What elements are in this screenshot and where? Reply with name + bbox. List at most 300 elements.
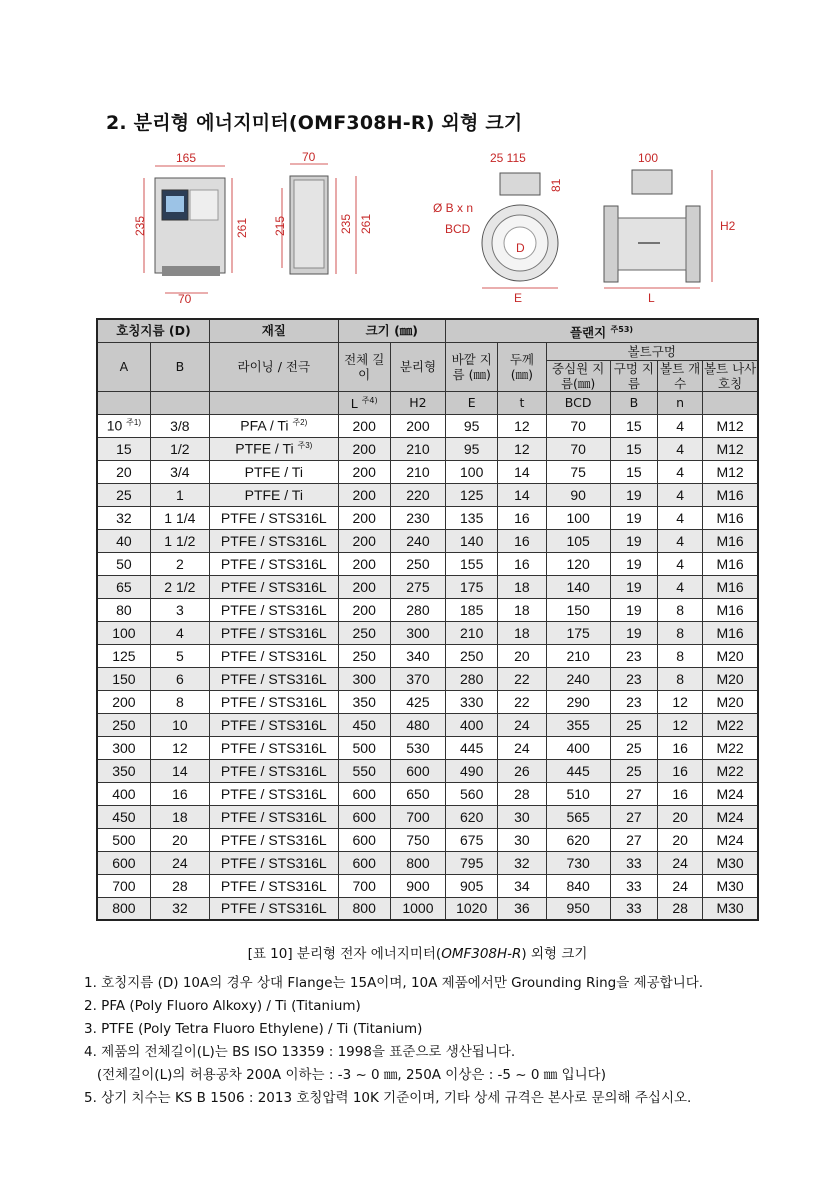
cell-e: 135 <box>446 506 498 529</box>
cell-t: 36 <box>498 897 546 920</box>
cell-t: 18 <box>498 575 546 598</box>
cell-a: 700 <box>97 874 150 897</box>
header-a: A <box>97 342 150 391</box>
cell-t: 20 <box>498 644 546 667</box>
cell-bcd: 75 <box>546 460 610 483</box>
dim-bcd: BCD <box>445 222 471 236</box>
cell-m: M24 <box>703 782 758 805</box>
cell-bd: 25 <box>610 736 657 759</box>
cell-n: 12 <box>658 690 703 713</box>
table-row <box>97 690 758 713</box>
cell-bcd: 105 <box>546 529 610 552</box>
dim-phi-bxn: Ø B x n <box>433 201 474 215</box>
table-row <box>97 897 758 920</box>
cell-e: 250 <box>446 644 498 667</box>
cell-bd: 19 <box>610 575 657 598</box>
cell-mat: PTFE / STS316L <box>210 621 339 644</box>
table-row <box>97 667 758 690</box>
cell-b: 24 <box>150 851 209 874</box>
cell-m: M20 <box>703 690 758 713</box>
cell-a: 150 <box>97 667 150 690</box>
table-row <box>97 437 758 460</box>
table-row <box>97 828 758 851</box>
cell-m: M30 <box>703 851 758 874</box>
cell-bd: 33 <box>610 874 657 897</box>
cell-l: 200 <box>338 506 390 529</box>
header-n: n <box>658 391 703 414</box>
dim-l: L <box>648 291 655 305</box>
cell-bcd: 150 <box>546 598 610 621</box>
cell-m: M24 <box>703 805 758 828</box>
cell-mat: PTFE / STS316L <box>210 506 339 529</box>
table-row <box>97 644 758 667</box>
cell-h2: 200 <box>390 414 445 437</box>
cell-h2: 800 <box>390 851 445 874</box>
table-row <box>97 874 758 897</box>
cell-a: 125 <box>97 644 150 667</box>
cell-m: M12 <box>703 437 758 460</box>
cell-t: 12 <box>498 437 546 460</box>
header-bb: B <box>610 391 657 414</box>
cell-e: 95 <box>446 414 498 437</box>
cell-m: M20 <box>703 667 758 690</box>
cell-t: 14 <box>498 460 546 483</box>
cell-l: 300 <box>338 667 390 690</box>
cell-t: 32 <box>498 851 546 874</box>
cell-bcd: 100 <box>546 506 610 529</box>
cell-h2: 230 <box>390 506 445 529</box>
dim-215: 215 <box>273 215 287 236</box>
note-4-detail: (전체길이(L)의 허용공차 200A 이하는 : -3 ~ 0 ㎜, 250A 이상은 : -5 ~ 0 ㎜ 입니다) <box>84 1067 606 1083</box>
dim-25-115: 25 115 <box>490 151 526 165</box>
cell-a: 25 <box>97 483 150 506</box>
cell-bd: 15 <box>610 437 657 460</box>
cell-b: 3/4 <box>150 460 209 483</box>
cell-a: 32 <box>97 506 150 529</box>
cell-bd: 23 <box>610 667 657 690</box>
cell-n: 4 <box>658 506 703 529</box>
header-outer-dia: 바깥 지름 (㎜) <box>446 342 498 391</box>
cell-l: 200 <box>338 437 390 460</box>
cell-bcd: 620 <box>546 828 610 851</box>
cell-t: 16 <box>498 552 546 575</box>
cell-mat: PTFE / STS316L <box>210 644 339 667</box>
cell-m: M22 <box>703 736 758 759</box>
cell-a: 450 <box>97 805 150 828</box>
cell-t: 24 <box>498 736 546 759</box>
cell-l: 200 <box>338 575 390 598</box>
cell-l: 200 <box>338 460 390 483</box>
cell-bcd: 70 <box>546 414 610 437</box>
cell-mat: PTFE / STS316L <box>210 690 339 713</box>
cell-bd: 19 <box>610 506 657 529</box>
cell-m: M30 <box>703 897 758 920</box>
header-h2: H2 <box>390 391 445 414</box>
header-center-circle: 중심원 지름(㎜) <box>546 360 610 391</box>
table-row <box>97 552 758 575</box>
cell-e: 620 <box>446 805 498 828</box>
cell-e: 675 <box>446 828 498 851</box>
cell-b: 8 <box>150 690 209 713</box>
cell-n: 16 <box>658 736 703 759</box>
cell-h2: 370 <box>390 667 445 690</box>
table-row <box>97 575 758 598</box>
cell-bd: 27 <box>610 782 657 805</box>
dim-d: D <box>516 241 525 255</box>
cell-bcd: 355 <box>546 713 610 736</box>
header-b: B <box>150 342 209 391</box>
cell-m: M16 <box>703 552 758 575</box>
cell-l: 350 <box>338 690 390 713</box>
cell-l: 200 <box>338 552 390 575</box>
cell-n: 8 <box>658 598 703 621</box>
cell-l: 200 <box>338 483 390 506</box>
cell-bcd: 730 <box>546 851 610 874</box>
dim-235-a: 235 <box>133 215 147 236</box>
cell-b: 18 <box>150 805 209 828</box>
cell-mat: PTFE / Ti $^{주3)}$ <box>210 437 339 460</box>
cell-bd: 23 <box>610 690 657 713</box>
cell-mat: PTFE / STS316L <box>210 828 339 851</box>
dim-261-a: 261 <box>235 217 249 238</box>
cell-b: 3 <box>150 598 209 621</box>
cell-mat: PTFE / STS316L <box>210 552 339 575</box>
cell-b: 14 <box>150 759 209 782</box>
cell-h2: 700 <box>390 805 445 828</box>
header-l: L $^{주4)}$ <box>338 391 390 414</box>
cell-n: 24 <box>658 851 703 874</box>
cell-e: 175 <box>446 575 498 598</box>
cell-n: 4 <box>658 437 703 460</box>
cell-mat: PTFE / STS316L <box>210 713 339 736</box>
cell-bcd: 400 <box>546 736 610 759</box>
cell-bd: 25 <box>610 759 657 782</box>
cell-e: 905 <box>446 874 498 897</box>
cell-m: M30 <box>703 874 758 897</box>
cell-n: 4 <box>658 552 703 575</box>
table-row <box>97 851 758 874</box>
cell-bcd: 240 <box>546 667 610 690</box>
dim-e: E <box>514 291 523 305</box>
cell-a: 200 <box>97 690 150 713</box>
table-row <box>97 759 758 782</box>
cell-l: 550 <box>338 759 390 782</box>
cell-m: M16 <box>703 621 758 644</box>
cell-b: 12 <box>150 736 209 759</box>
cell-l: 200 <box>338 529 390 552</box>
cell-t: 22 <box>498 667 546 690</box>
cell-a: 10 $^{주1)}$ <box>97 414 150 437</box>
cell-h2: 530 <box>390 736 445 759</box>
header-t: t <box>498 391 546 414</box>
cell-h2: 340 <box>390 644 445 667</box>
cell-a: 300 <box>97 736 150 759</box>
cell-bcd: 510 <box>546 782 610 805</box>
spec-table <box>96 318 759 921</box>
cell-bcd: 565 <box>546 805 610 828</box>
flange-front-drawing <box>433 151 563 305</box>
header-bcd: BCD <box>546 391 610 414</box>
cell-h2: 300 <box>390 621 445 644</box>
header-material: 재질 <box>210 319 339 342</box>
header-thickness: 두께 (㎜) <box>498 342 546 391</box>
cell-t: 18 <box>498 621 546 644</box>
header-flange: 플랜지 $^{주53)}$ <box>446 319 758 342</box>
table-row <box>97 782 758 805</box>
cell-n: 4 <box>658 460 703 483</box>
cell-mat: PTFE / STS316L <box>210 897 339 920</box>
cell-a: 500 <box>97 828 150 851</box>
cell-b: 6 <box>150 667 209 690</box>
cell-l: 500 <box>338 736 390 759</box>
cell-mat: PTFE / STS316L <box>210 736 339 759</box>
cell-a: 65 <box>97 575 150 598</box>
cell-t: 30 <box>498 805 546 828</box>
cell-mat: PTFE / STS316L <box>210 529 339 552</box>
cell-l: 200 <box>338 414 390 437</box>
cell-bd: 33 <box>610 851 657 874</box>
cell-a: 800 <box>97 897 150 920</box>
cell-t: 12 <box>498 414 546 437</box>
cell-n: 16 <box>658 759 703 782</box>
dim-100: 100 <box>638 151 659 165</box>
header-bolt-hole: 볼트구멍 <box>546 342 758 360</box>
table-row <box>97 736 758 759</box>
converter-side-drawing <box>273 150 373 274</box>
cell-n: 8 <box>658 644 703 667</box>
dim-235-b: 235 <box>339 213 353 234</box>
cell-e: 155 <box>446 552 498 575</box>
table-row <box>97 414 758 437</box>
cell-a: 600 <box>97 851 150 874</box>
cell-e: 125 <box>446 483 498 506</box>
cell-e: 95 <box>446 437 498 460</box>
cell-h2: 900 <box>390 874 445 897</box>
cell-b: 2 1/2 <box>150 575 209 598</box>
note-3: 3. PTFE (Poly Tetra Fluoro Ethylene) / Ti (Titanium) <box>84 1021 423 1037</box>
dimension-drawings <box>120 148 760 308</box>
cell-a: 50 <box>97 552 150 575</box>
header-size: 크기 (㎜) <box>338 319 445 342</box>
table-row <box>97 529 758 552</box>
cell-bcd: 290 <box>546 690 610 713</box>
cell-n: 24 <box>658 874 703 897</box>
cell-l: 600 <box>338 805 390 828</box>
cell-b: 1 1/4 <box>150 506 209 529</box>
cell-t: 18 <box>498 598 546 621</box>
cell-h2: 280 <box>390 598 445 621</box>
header-nominal: 호칭지름 (D) <box>97 319 210 342</box>
cell-n: 16 <box>658 782 703 805</box>
cell-mat: PTFE / STS316L <box>210 667 339 690</box>
cell-n: 20 <box>658 828 703 851</box>
cell-e: 280 <box>446 667 498 690</box>
cell-b: 5 <box>150 644 209 667</box>
note-4: 4. 제품의 전체길이(L)는 BS ISO 13359 : 1998을 표준으로 생산됩니다. <box>84 1044 516 1060</box>
cell-bcd: 210 <box>546 644 610 667</box>
cell-t: 28 <box>498 782 546 805</box>
cell-b: 32 <box>150 897 209 920</box>
cell-m: M20 <box>703 644 758 667</box>
cell-mat: PTFE / STS316L <box>210 874 339 897</box>
cell-mat: PTFE / Ti <box>210 483 339 506</box>
cell-l: 600 <box>338 828 390 851</box>
cell-bcd: 445 <box>546 759 610 782</box>
header-bolt-thread: 볼트 나사 호칭 <box>703 360 757 391</box>
header-bolt-count: 볼트 개수 <box>658 360 703 391</box>
cell-b: 28 <box>150 874 209 897</box>
cell-bd: 19 <box>610 598 657 621</box>
cell-bcd: 90 <box>546 483 610 506</box>
cell-a: 350 <box>97 759 150 782</box>
cell-b: 1 1/2 <box>150 529 209 552</box>
cell-m: M16 <box>703 575 758 598</box>
header-separate: 분리형 <box>390 342 445 391</box>
cell-l: 600 <box>338 851 390 874</box>
cell-m: M22 <box>703 759 758 782</box>
cell-h2: 1000 <box>390 897 445 920</box>
cell-a: 100 <box>97 621 150 644</box>
cell-h2: 240 <box>390 529 445 552</box>
cell-e: 490 <box>446 759 498 782</box>
cell-n: 8 <box>658 621 703 644</box>
cell-a: 40 <box>97 529 150 552</box>
cell-m: M16 <box>703 506 758 529</box>
header-total-length: 전체 길이 <box>338 342 390 391</box>
notes <box>84 972 703 1110</box>
cell-n: 4 <box>658 575 703 598</box>
page-title: 2. 분리형 에너지미터(OMF308H-R) 외형 크기 <box>106 112 523 134</box>
cell-m: M12 <box>703 460 758 483</box>
cell-h2: 250 <box>390 552 445 575</box>
cell-t: 22 <box>498 690 546 713</box>
table-row <box>97 460 758 483</box>
cell-b: 1/2 <box>150 437 209 460</box>
table-row <box>97 621 758 644</box>
cell-t: 14 <box>498 483 546 506</box>
table-row <box>97 713 758 736</box>
cell-h2: 750 <box>390 828 445 851</box>
cell-bd: 19 <box>610 621 657 644</box>
cell-h2: 425 <box>390 690 445 713</box>
header-hole-dia: 구멍 지름 <box>610 360 657 391</box>
cell-bd: 19 <box>610 529 657 552</box>
header-e: E <box>446 391 498 414</box>
cell-l: 450 <box>338 713 390 736</box>
cell-t: 24 <box>498 713 546 736</box>
cell-h2: 650 <box>390 782 445 805</box>
cell-n: 8 <box>658 667 703 690</box>
cell-n: 28 <box>658 897 703 920</box>
cell-b: 10 <box>150 713 209 736</box>
cell-bd: 19 <box>610 552 657 575</box>
cell-bd: 25 <box>610 713 657 736</box>
cell-bd: 23 <box>610 644 657 667</box>
cell-n: 4 <box>658 529 703 552</box>
cell-bcd: 175 <box>546 621 610 644</box>
cell-l: 800 <box>338 897 390 920</box>
cell-n: 12 <box>658 713 703 736</box>
cell-e: 210 <box>446 621 498 644</box>
cell-h2: 220 <box>390 483 445 506</box>
dim-261-b: 261 <box>359 213 373 234</box>
cell-a: 20 <box>97 460 150 483</box>
cell-bd: 27 <box>610 828 657 851</box>
cell-l: 250 <box>338 644 390 667</box>
note-5: 5. 상기 치수는 KS B 1506 : 2013 호칭압력 10K 기준이며, 기타 상세 규격은 본사로 문의해 주십시오. <box>84 1090 692 1106</box>
cell-a: 15 <box>97 437 150 460</box>
cell-mat: PFA / Ti $^{주2)}$ <box>210 414 339 437</box>
cell-m: M24 <box>703 828 758 851</box>
cell-e: 795 <box>446 851 498 874</box>
cell-bcd: 140 <box>546 575 610 598</box>
cell-e: 1020 <box>446 897 498 920</box>
cell-e: 445 <box>446 736 498 759</box>
cell-e: 140 <box>446 529 498 552</box>
cell-bd: 15 <box>610 414 657 437</box>
table-row <box>97 598 758 621</box>
cell-m: M12 <box>703 414 758 437</box>
cell-t: 34 <box>498 874 546 897</box>
flange-side-drawing <box>604 151 736 305</box>
cell-mat: PTFE / STS316L <box>210 851 339 874</box>
cell-b: 16 <box>150 782 209 805</box>
cell-b: 4 <box>150 621 209 644</box>
cell-bd: 19 <box>610 483 657 506</box>
cell-mat: PTFE / STS316L <box>210 575 339 598</box>
cell-t: 26 <box>498 759 546 782</box>
cell-m: M16 <box>703 598 758 621</box>
cell-bd: 33 <box>610 897 657 920</box>
cell-n: 4 <box>658 483 703 506</box>
cell-m: M16 <box>703 483 758 506</box>
cell-bcd: 840 <box>546 874 610 897</box>
cell-m: M16 <box>703 529 758 552</box>
cell-n: 20 <box>658 805 703 828</box>
cell-mat: PTFE / STS316L <box>210 598 339 621</box>
cell-l: 700 <box>338 874 390 897</box>
dim-h2: H2 <box>720 219 736 233</box>
cell-h2: 210 <box>390 437 445 460</box>
cell-b: 20 <box>150 828 209 851</box>
cell-bcd: 950 <box>546 897 610 920</box>
table-caption: [표 10] 분리형 전자 에너지미터(OMF308H-R) 외형 크기 <box>247 946 588 962</box>
cell-h2: 480 <box>390 713 445 736</box>
table-row <box>97 483 758 506</box>
cell-bd: 15 <box>610 460 657 483</box>
header-lining: 라이닝 / 전극 <box>210 342 339 391</box>
dim-81: 81 <box>549 178 563 192</box>
cell-bd: 27 <box>610 805 657 828</box>
cell-mat: PTFE / STS316L <box>210 782 339 805</box>
cell-mat: PTFE / Ti <box>210 460 339 483</box>
cell-h2: 275 <box>390 575 445 598</box>
cell-h2: 210 <box>390 460 445 483</box>
cell-e: 185 <box>446 598 498 621</box>
cell-e: 100 <box>446 460 498 483</box>
cell-e: 400 <box>446 713 498 736</box>
cell-b: 3/8 <box>150 414 209 437</box>
cell-t: 30 <box>498 828 546 851</box>
cell-b: 1 <box>150 483 209 506</box>
cell-bcd: 70 <box>546 437 610 460</box>
cell-l: 600 <box>338 782 390 805</box>
cell-bcd: 120 <box>546 552 610 575</box>
cell-a: 250 <box>97 713 150 736</box>
cell-n: 4 <box>658 414 703 437</box>
cell-mat: PTFE / STS316L <box>210 759 339 782</box>
table-row <box>97 506 758 529</box>
